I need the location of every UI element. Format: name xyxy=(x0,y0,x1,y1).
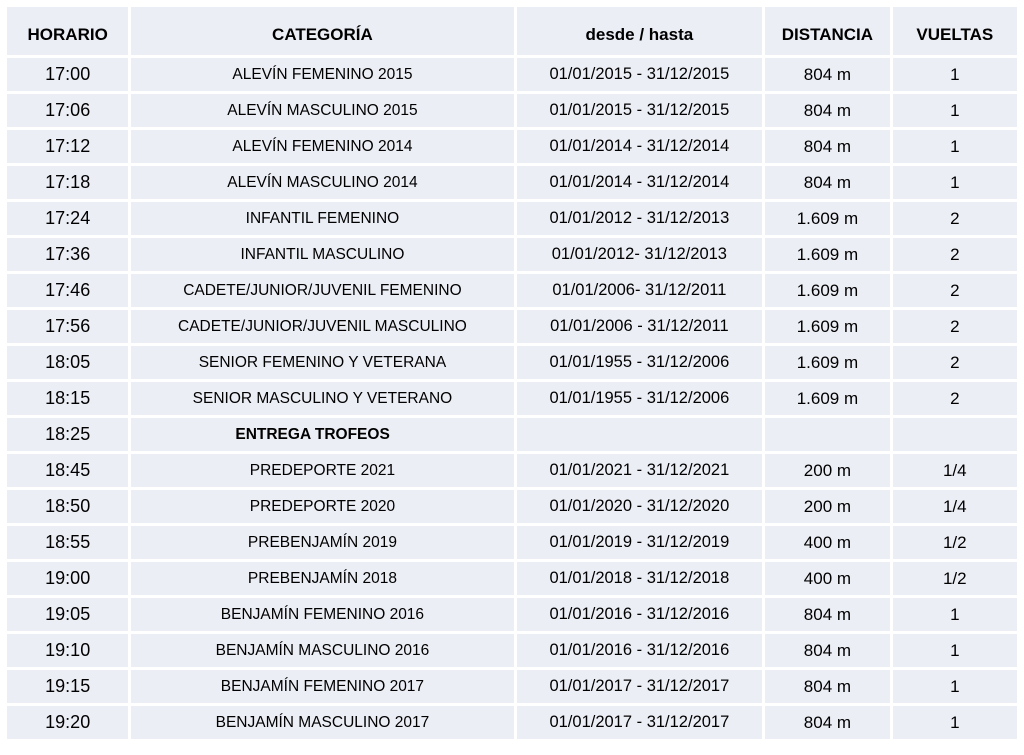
cell-fechas: 01/01/2019 - 31/12/2019 xyxy=(517,526,763,559)
cell-categoria: SENIOR FEMENINO Y VETERANA xyxy=(131,346,513,379)
cell-distancia: 804 m xyxy=(765,706,889,739)
cell-horario: 19:10 xyxy=(7,634,128,667)
table-row xyxy=(7,94,1017,127)
cell-categoria: BENJAMÍN MASCULINO 2017 xyxy=(131,706,513,739)
table-row xyxy=(7,418,1017,451)
cell-fechas: 01/01/1955 - 31/12/2006 xyxy=(517,346,763,379)
cell-fechas: 01/01/2015 - 31/12/2015 xyxy=(517,94,763,127)
cell-categoria: BENJAMÍN FEMENINO 2017 xyxy=(131,670,513,703)
cell-horario: 17:12 xyxy=(7,130,128,163)
cell-categoria: BENJAMÍN MASCULINO 2016 xyxy=(131,634,513,667)
cell-horario: 17:18 xyxy=(7,166,128,199)
cell-fechas: 01/01/2017 - 31/12/2017 xyxy=(517,706,763,739)
table-row xyxy=(7,454,1017,487)
cell-categoria: INFANTIL MASCULINO xyxy=(131,238,513,271)
table-row xyxy=(7,490,1017,523)
cell-fechas: 01/01/2021 - 31/12/2021 xyxy=(517,454,763,487)
cell-distancia: 804 m xyxy=(765,58,889,91)
header-fechas: desde / hasta xyxy=(517,7,763,55)
table-row xyxy=(7,202,1017,235)
cell-fechas: 01/01/2020 - 31/12/2020 xyxy=(517,490,763,523)
cell-horario: 18:05 xyxy=(7,346,128,379)
cell-categoria: ALEVÍN MASCULINO 2014 xyxy=(131,166,513,199)
header-vueltas: VUELTAS xyxy=(893,7,1017,55)
cell-vueltas: 1 xyxy=(893,706,1017,739)
cell-distancia: 804 m xyxy=(765,670,889,703)
cell-vueltas: 1 xyxy=(893,130,1017,163)
cell-horario: 18:15 xyxy=(7,382,128,415)
cell-horario: 18:45 xyxy=(7,454,128,487)
cell-horario: 19:20 xyxy=(7,706,128,739)
cell-distancia xyxy=(765,418,889,451)
table-row xyxy=(7,310,1017,343)
cell-distancia: 804 m xyxy=(765,634,889,667)
cell-horario: 17:56 xyxy=(7,310,128,343)
cell-categoria: PREDEPORTE 2021 xyxy=(131,454,513,487)
header-row xyxy=(7,7,1017,55)
table-row xyxy=(7,166,1017,199)
table-row xyxy=(7,670,1017,703)
table-row xyxy=(7,58,1017,91)
cell-horario: 17:36 xyxy=(7,238,128,271)
cell-categoria: CADETE/JUNIOR/JUVENIL MASCULINO xyxy=(131,310,513,343)
table-row xyxy=(7,346,1017,379)
cell-horario: 17:46 xyxy=(7,274,128,307)
table-row xyxy=(7,562,1017,595)
table-row xyxy=(7,634,1017,667)
cell-vueltas: 2 xyxy=(893,310,1017,343)
cell-vueltas: 1 xyxy=(893,670,1017,703)
table-row xyxy=(7,130,1017,163)
cell-vueltas: 1/4 xyxy=(893,490,1017,523)
cell-categoria: ALEVÍN FEMENINO 2015 xyxy=(131,58,513,91)
cell-categoria: ENTREGA TROFEOS xyxy=(131,418,513,451)
cell-vueltas: 1/2 xyxy=(893,562,1017,595)
cell-categoria: PREBENJAMÍN 2018 xyxy=(131,562,513,595)
cell-fechas: 01/01/2016 - 31/12/2016 xyxy=(517,598,763,631)
cell-vueltas: 2 xyxy=(893,382,1017,415)
cell-horario: 17:24 xyxy=(7,202,128,235)
cell-fechas: 01/01/2014 - 31/12/2014 xyxy=(517,130,763,163)
table-row xyxy=(7,526,1017,559)
cell-distancia: 1.609 m xyxy=(765,274,889,307)
cell-fechas: 01/01/2015 - 31/12/2015 xyxy=(517,58,763,91)
cell-vueltas: 1 xyxy=(893,634,1017,667)
cell-fechas: 01/01/2014 - 31/12/2014 xyxy=(517,166,763,199)
cell-vueltas: 1/2 xyxy=(893,526,1017,559)
header-horario: HORARIO xyxy=(7,7,128,55)
cell-vueltas: 2 xyxy=(893,202,1017,235)
cell-fechas: 01/01/2012 - 31/12/2013 xyxy=(517,202,763,235)
cell-categoria: PREBENJAMÍN 2019 xyxy=(131,526,513,559)
header-categoria: CATEGORÍA xyxy=(131,7,513,55)
cell-fechas: 01/01/2017 - 31/12/2017 xyxy=(517,670,763,703)
schedule-table xyxy=(4,4,1020,742)
cell-categoria: BENJAMÍN FEMENINO 2016 xyxy=(131,598,513,631)
cell-fechas: 01/01/2016 - 31/12/2016 xyxy=(517,634,763,667)
cell-distancia: 804 m xyxy=(765,166,889,199)
cell-horario: 19:00 xyxy=(7,562,128,595)
table-header xyxy=(7,7,1017,55)
cell-categoria: PREDEPORTE 2020 xyxy=(131,490,513,523)
cell-vueltas: 2 xyxy=(893,238,1017,271)
table-row xyxy=(7,598,1017,631)
table-row xyxy=(7,706,1017,739)
cell-vueltas xyxy=(893,418,1017,451)
cell-categoria: ALEVÍN FEMENINO 2014 xyxy=(131,130,513,163)
cell-distancia: 200 m xyxy=(765,454,889,487)
cell-distancia: 1.609 m xyxy=(765,202,889,235)
cell-distancia: 804 m xyxy=(765,598,889,631)
cell-vueltas: 2 xyxy=(893,274,1017,307)
cell-distancia: 1.609 m xyxy=(765,346,889,379)
cell-distancia: 804 m xyxy=(765,130,889,163)
cell-categoria: CADETE/JUNIOR/JUVENIL FEMENINO xyxy=(131,274,513,307)
cell-distancia: 1.609 m xyxy=(765,382,889,415)
cell-vueltas: 1 xyxy=(893,94,1017,127)
table-row xyxy=(7,274,1017,307)
cell-horario: 18:55 xyxy=(7,526,128,559)
cell-categoria: SENIOR MASCULINO Y VETERANO xyxy=(131,382,513,415)
cell-distancia: 1.609 m xyxy=(765,238,889,271)
cell-categoria: INFANTIL FEMENINO xyxy=(131,202,513,235)
cell-categoria: ALEVÍN MASCULINO 2015 xyxy=(131,94,513,127)
table-row xyxy=(7,382,1017,415)
header-distancia: DISTANCIA xyxy=(765,7,889,55)
cell-horario: 18:50 xyxy=(7,490,128,523)
cell-vueltas: 1 xyxy=(893,598,1017,631)
cell-vueltas: 2 xyxy=(893,346,1017,379)
cell-distancia: 200 m xyxy=(765,490,889,523)
table-body xyxy=(7,58,1017,739)
cell-horario: 17:00 xyxy=(7,58,128,91)
cell-fechas xyxy=(517,418,763,451)
cell-horario: 19:05 xyxy=(7,598,128,631)
cell-vueltas: 1 xyxy=(893,58,1017,91)
cell-distancia: 804 m xyxy=(765,94,889,127)
cell-vueltas: 1 xyxy=(893,166,1017,199)
table-row xyxy=(7,238,1017,271)
cell-fechas: 01/01/2018 - 31/12/2018 xyxy=(517,562,763,595)
cell-horario: 18:25 xyxy=(7,418,128,451)
cell-fechas: 01/01/1955 - 31/12/2006 xyxy=(517,382,763,415)
cell-horario: 17:06 xyxy=(7,94,128,127)
cell-distancia: 1.609 m xyxy=(765,310,889,343)
cell-fechas: 01/01/2006- 31/12/2011 xyxy=(517,274,763,307)
cell-distancia: 400 m xyxy=(765,562,889,595)
cell-fechas: 01/01/2012- 31/12/2013 xyxy=(517,238,763,271)
cell-fechas: 01/01/2006 - 31/12/2011 xyxy=(517,310,763,343)
cell-vueltas: 1/4 xyxy=(893,454,1017,487)
cell-distancia: 400 m xyxy=(765,526,889,559)
cell-horario: 19:15 xyxy=(7,670,128,703)
